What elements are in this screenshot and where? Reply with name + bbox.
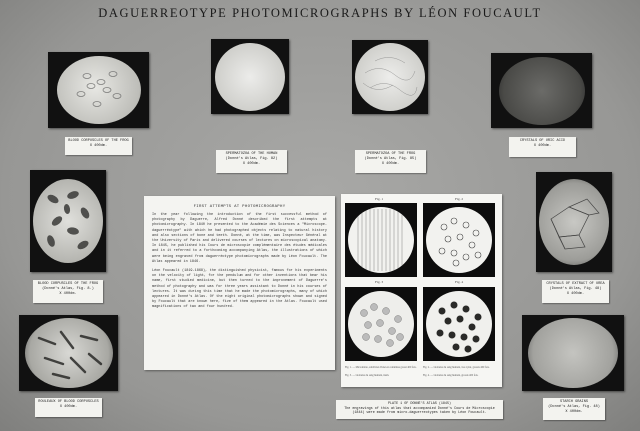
label-sperm-human: SPERMATOZOA OF THE HUMAN (Donné's Atlas, Fig. 82) X 400dm. — [216, 150, 287, 173]
label-plate-caption: PLATE 1 OF DONNÉ'S ATLAS (1845) The engravings of this atlas that accompanied Donné's Cours de Microscopie (1844) were made from micro-daguerreotypes taken by Léon Foucault. — [336, 400, 503, 419]
page-title: DAGUERREOTYPE PHOTOMICROGRAPHS BY LÉON FOUCAULT — [98, 6, 542, 20]
plate-fig-1-label: Fig. 1 — [375, 197, 384, 201]
plate-fig-3 — [345, 287, 417, 361]
photo-frog-blood-2 — [30, 170, 106, 272]
panel-paragraph-1: In the year following the introduction of the first successful method of photography by Daguerre, Alfred Donné described the first attempts at photomicrography. In 1840 he presented to the Académie des Sciences a "Microscope-daguerréotype" with which he had photographed objects relating to natural history and also sections of bone and teeth. Donné, at the time, was Inspecteur Général at the University of Paris and delivered courses of lectures on microscopical anatomy. In 1845, he published his Cours de microscopie complémentaire des études médicales and in it referred to a forthcoming accompanying Atlas, the illustrations of which were being engraved from daguerréotype photomicrographs made by Léon Foucault. The Atlas appeared in 1846. — [152, 213, 327, 264]
label-rouleaux: ROULEAUX OF BLOOD CORPUSCLES X 400dm. — [35, 398, 102, 417]
plate-caption-2: Fig. 2. — Globules du sang humain, vus à plat, grossis 400 fois. — [423, 366, 490, 369]
photo-sperm-human — [211, 39, 289, 114]
plate-fig-2-label: Fig. 2 — [455, 197, 464, 201]
plate-fig-4 — [423, 287, 495, 361]
plate-fig-4-label: Fig. 4 — [455, 280, 464, 284]
atlas-plate — [341, 194, 502, 387]
photo-sperm-frog — [352, 40, 428, 114]
photo-urea — [536, 172, 612, 272]
label-urea: CRYSTALS OF EXTRACT OF UREA (Donné's Atlas, Fig. 48) X 400dm. — [542, 280, 609, 303]
label-frog-blood: BLOOD CORPUSCLES OF THE FROG X 400dm. — [65, 137, 132, 155]
photo-frog-blood — [48, 52, 149, 128]
panel-heading: FIRST ATTEMPTS AT PHOTOMICROGRAPHY — [193, 205, 286, 209]
label-uric-acid: CRYSTALS OF URIC ACID X 400dm. — [509, 137, 576, 157]
label-frog-blood-2: BLOOD CORPUSCLES OF THE FROG (Donné's Atlas, Fig. 8.) X 400dm. — [33, 280, 103, 303]
plate-fig-2 — [423, 203, 495, 277]
photo-uric-acid — [491, 53, 592, 128]
plate-fig-3-label: Fig. 3 — [375, 280, 384, 284]
plate-fig-1 — [345, 203, 417, 277]
photo-rouleaux — [19, 315, 118, 391]
plate-caption-4: Fig. 4. — Globules du sang humain, grossis 400 fois. — [423, 374, 479, 377]
photo-starch — [522, 315, 624, 391]
panel-paragraph-2: Léon Foucault (1819-1868), the distinguished physicist, famous for his experiments on the velocity of light, for the pendulum and for other inventions that bear his name, first studied medicine, but then turned to the improvement of Daguerre's method of photography and was for three years assistant to Donné in his courses of lectures. It was during this time that he made the photomicrographs, many of which appeared in Donné's Atlas. Of the eight original photomicrographs shown and signed by Foucault that are known here, five of them appeared in the Atlas. Foucault used magnifications of two and four hundred. — [152, 269, 327, 310]
plate-caption-3: Fig. 3. — Globules du sang humain, idem. — [345, 374, 390, 377]
text-panel — [144, 196, 335, 370]
plate-caption-1: Fig. 1. — Micromètre, subdivisé divisé en centièmes grossi 400 fois. — [345, 366, 417, 369]
label-sperm-frog: SPERMATOZOA OF THE FROG (Donné's Atlas, Fig. 85) X 400dm. — [355, 150, 426, 173]
label-starch: STARCH GRAINS (Donné's Atlas, Fig. 48) X 400dm. — [543, 398, 605, 420]
